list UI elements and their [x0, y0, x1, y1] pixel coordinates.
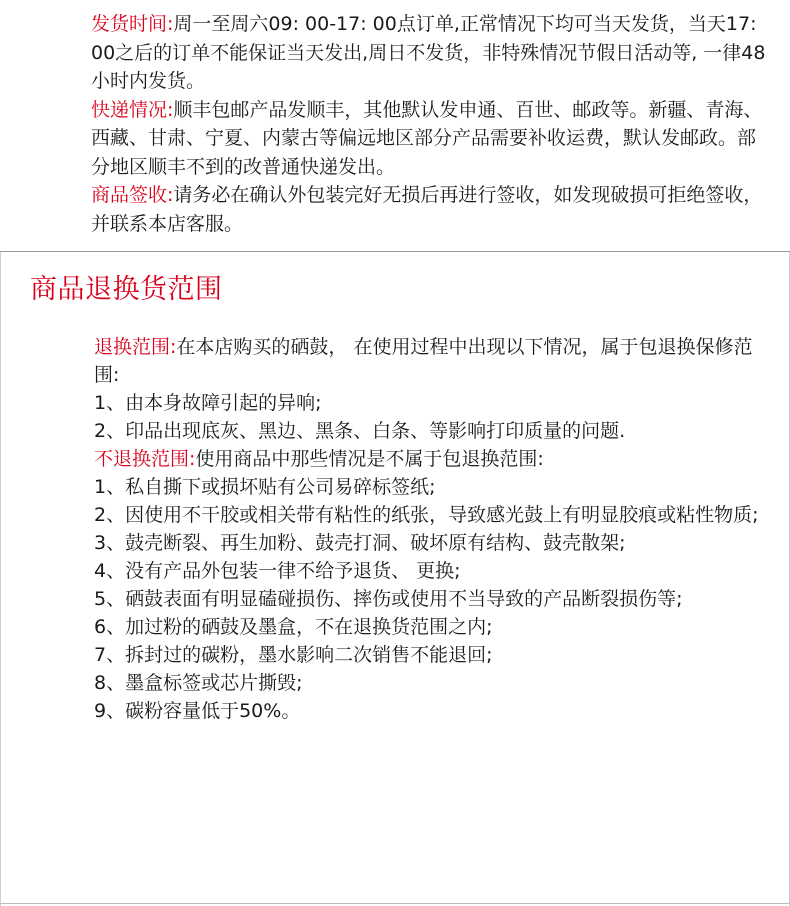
list-item: 2、印品出现底灰、黑边、黑条、白条、等影响打印质量的问题. [94, 420, 626, 442]
return-scope-paragraph [94, 333, 774, 389]
courier-label: 快递情况: [91, 98, 174, 121]
signing-text: 请务必在确认外包装完好无损后再进行签收，如发现破损可拒绝签收，并联系本店客服。 [91, 184, 763, 235]
list-item: 2、因使用不干胶或相关带有粘性的纸张，导致感光鼓上有明显胶痕或粘性物质; [94, 504, 759, 526]
section-divider [0, 251, 790, 252]
list-item: 9、碳粉容量低于50%。 [94, 700, 301, 722]
returns-policy [94, 333, 774, 725]
list-item: 8、墨盒标签或芯片撕毁; [94, 672, 303, 694]
return-scope-label: 退换范围: [94, 336, 177, 358]
frame-left-border [0, 252, 1, 906]
excluded-scope-text: 使用商品中那些情况是不属于包退换范围: [195, 448, 544, 470]
shipping-time-text: 周一至周六09: 00-17: 00点订单,正常情况下均可当天发货，当天17: 00之后的订单不能保证当天发出,周日不发货，非特殊情况节假日活动等, 一律48小时内发货。 [91, 13, 766, 92]
shipping-time-paragraph [91, 10, 771, 96]
list-item: 3、鼓壳断裂、再生加粉、鼓壳打洞、破坏原有结构、鼓壳散架; [94, 532, 626, 554]
list-item: 1、私自撕下或损坏贴有公司易碎标签纸; [94, 476, 436, 498]
courier-text: 顺丰包邮产品发顺丰，其他默认发申通、百世、邮政等。新疆、青海、西藏、甘肃、宁夏、内蒙古等偏远地区部分产品需要补收运费，默认发邮政。部分地区顺丰不到的改普通快递发出。 [91, 98, 763, 178]
signing-label: 商品签收: [91, 184, 174, 206]
list-item: 5、硒鼓表面有明显磕碰损伤、摔伤或使用不当导致的产品断裂损伤等; [94, 588, 683, 610]
list-item: 1、由本身故障引起的异响; [94, 392, 322, 414]
list-item: 6、加过粉的硒鼓及墨盒，不在退换货范围之内; [94, 616, 493, 638]
returns-section-title: 商品退换货范围 [30, 274, 223, 305]
list-item: 7、拆封过的碳粉，墨水影响二次销售不能退回; [94, 644, 493, 666]
signing-paragraph [91, 181, 771, 238]
shipping-time-label: 发货时间: [91, 13, 174, 35]
courier-paragraph [91, 96, 771, 182]
shipping-info [91, 10, 771, 238]
return-scope-text: 在本店购买的硒鼓， 在使用过程中出现以下情况，属于包退换保修范围: [94, 336, 753, 386]
list-item: 4、没有产品外包装一律不给予退货、 更换; [94, 560, 461, 582]
excluded-scope-paragraph [94, 445, 774, 473]
frame-bottom-border [0, 903, 790, 904]
excluded-scope-label: 不退换范围: [94, 448, 196, 470]
